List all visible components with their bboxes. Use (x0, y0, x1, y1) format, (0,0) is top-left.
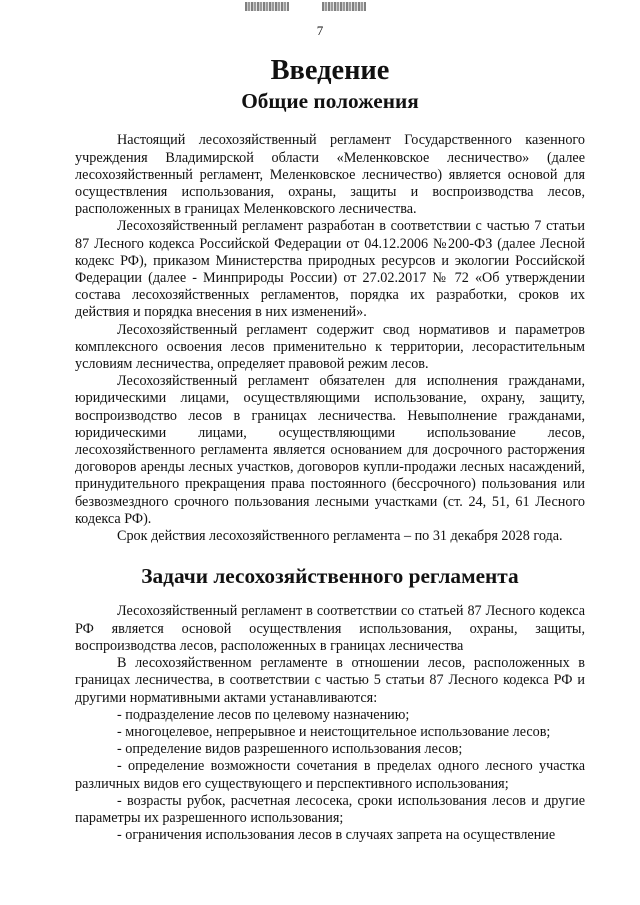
tasks-paragraph-2: В лесохозяйственном регламенте в отношении лесов, расположенных в границах лесничества, в соответствии с частью 5 статьи 87 Лесного кодекса РФ и другими нормативными актами устанавливаются: (75, 655, 585, 706)
document-body (75, 55, 585, 844)
paragraph-4: Лесохозяйственный регламент обязателен для исполнения гражданами, юридическими лицами, осуществляющими использование, охрану, защиту, воспроизводство лесов в границах лесничества. Невыполнение гражданами, юридическими лицами, осуществляющими использование лесов, лесохозяйственного регламента является основанием для досрочного расторжения договоров аренды лесных участков, договоров купли-продажи лесных насаждений, принудительного прекращения права постоянного (бессрочного) пользования или безвозмездного срочного пользования лесными участками (ст. 24, 51, 61 Лесного кодекса РФ). (75, 373, 585, 527)
list-item: - определение видов разрешенного использования лесов; (117, 741, 463, 758)
heading-tasks: Задачи лесохозяйственного регламента (141, 564, 519, 589)
scan-stamp-left (245, 2, 289, 11)
paragraph-5: Срок действия лесохозяйственного регламента – по 31 декабря 2028 года. (117, 528, 563, 545)
tasks-paragraph-1: Лесохозяйственный регламент в соответствии со статьей 87 Лесного кодекса РФ является основой осуществления использования, охраны, защиты, воспроизводства лесов, расположенных в границах лесничества (75, 603, 585, 654)
requirements-list (75, 707, 585, 845)
list-item: - ограничения использования лесов в случаях запрета на осуществление (117, 827, 556, 844)
scan-stamp-right (322, 2, 366, 11)
page-number: 7 (316, 23, 324, 38)
heading-general-provisions: Общие положения (241, 89, 419, 114)
paragraph-2: Лесохозяйственный регламент разработан в соответствии с частью 7 статьи 87 Лесного кодекса Российской Федерации от 04.12.2006 №200-ФЗ (далее Лесной кодекс РФ), приказом Министерства природных ресурсов и экологии Российской Федерации (далее - Минприроды России) от 27.02.2017 № 72 «Об утверждении состава лесохозяйственных регламентов, порядка их разработки, сроков их действия и порядка внесения в них изменений». (75, 218, 585, 321)
list-item: - возрасты рубок, расчетная лесосека, сроки использования лесов и другие параметры их разрешенного использования; (75, 792, 585, 826)
list-item: - подразделение лесов по целевому назначению; (117, 706, 410, 723)
heading-intro: Введение (270, 55, 390, 86)
list-item: - многоцелевое, непрерывное и неистощительное использование лесов; (117, 723, 551, 740)
paragraph-1: Настоящий лесохозяйственный регламент Государственного казенного учреждения Владимирской области «Меленковское лесничество» (далее лесохозяйственный регламент, Меленковское лесничество) является основой для осуществления использования, охраны, защиты и воспроизводства лесов, расположенных в границах Меленковского лесничества. (75, 132, 585, 218)
list-item: - определение возможности сочетания в пределах одного лесного участка различных видов его существующего и перспективного использования; (75, 758, 585, 792)
paragraph-3: Лесохозяйственный регламент содержит свод нормативов и параметров комплексного освоения лесов применительно к территории, лесорастительным условиям лесничества, определяет правовой режим лесов. (75, 321, 585, 373)
